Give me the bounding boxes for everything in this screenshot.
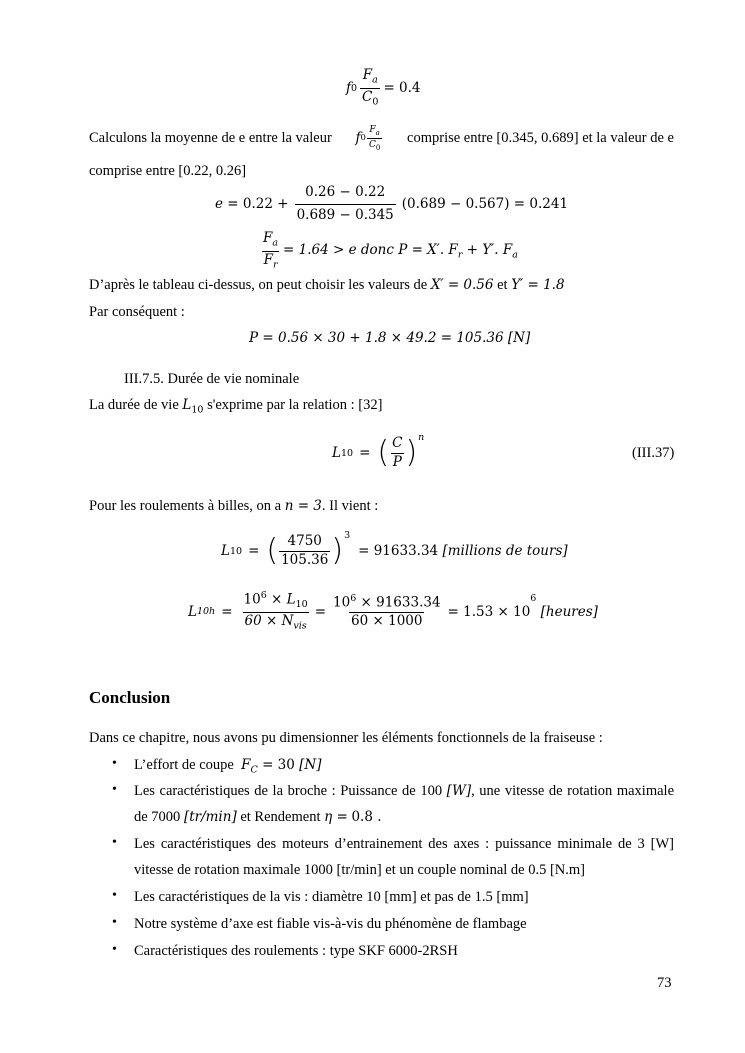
page-number: 73	[657, 975, 672, 991]
bullet-dot: •	[112, 915, 117, 930]
paragraph-moyenne-line2: comprise entre [0.22, 0.26]	[89, 163, 247, 179]
paragraph-consequent: Par conséquent :	[89, 304, 185, 320]
bullet-dot: •	[112, 888, 117, 903]
bullet-broche-line2: de 7000 [tr/min] et Rendement η = 0.8 .	[134, 809, 382, 825]
bullet-moteurs-line1: Les caractéristiques des moteurs d’entrainement des axes : puissance minimale de 3 [W]	[134, 836, 674, 852]
bullet-dot: •	[112, 782, 117, 797]
fraction-fa-c0: $\frac{F_a}{C_0}$	[362, 67, 379, 108]
paragraph-moyenne: Calculons la moyenne de e entre la valeur f 0 $\frac{F_a}{C_0}$ comprise entre [0.345, 0.689] et la valeur de e	[89, 125, 674, 152]
bullet-dot: •	[112, 835, 117, 850]
equation-l10: L 10 = ( $\frac{C}{P}$ ) $^n$	[332, 432, 425, 471]
conclusion-intro: Dans ce chapitre, nous avons pu dimensionner les éléments fonctionnels de la fraiseuse :	[89, 730, 603, 746]
bullet-effort: L’effort de coupe $F_C = 30$ [N]	[134, 757, 322, 776]
bullet-dot: •	[112, 942, 117, 957]
equation-ratio: $\frac{F_a}{F_r}$ = 1.64 > e donc P = X′. $F_r + Y'$. $F_a$	[263, 230, 518, 271]
paragraph-roulements: Pour les roulements à billes, on a n = 3. Il vient :	[89, 498, 379, 514]
equation-number: (III.37)	[632, 445, 675, 461]
bullet-vis: Les caractéristiques de la vis : diamètre 10 [mm] et pas de 1.5 [mm]	[134, 889, 529, 905]
bullet-broche-line1: Les caractéristiques de la broche : Puissance de 100 [W], une vitesse de rotation maximale	[134, 783, 675, 799]
equation-p: P = 0.56 × 30 + 1.8 × 49.2 = 105.36 [N]	[249, 330, 531, 346]
paragraph-duree: La durée de vie $L_{10}$ s'exprime par la relation : [32]	[89, 397, 383, 416]
bullet-moteurs-line2: vitesse de rotation maximale 1000 [tr/min] et un couple nominal de 0.5 [N.m]	[134, 862, 586, 878]
section-heading: III.7.5. Durée de vie nominale	[124, 371, 300, 387]
fraction-e: $\frac{0.26 - 0.22}{0.689 - 0.345}$	[296, 184, 394, 223]
conclusion-heading: Conclusion	[89, 688, 171, 707]
bullet-flambage: Notre système d’axe est fiable vis-à-vis du phénomène de flambage	[134, 916, 527, 932]
equation-l10-value: L 10 = ( $\frac{4750}{105.36}$ ) $^3$ = 91633.34 [millions de tours]	[221, 530, 568, 569]
inline-ratio: f 0 $\frac{F_a}{C_0}$	[355, 125, 381, 152]
equation-e: e = 0.22 + $\frac{0.26 - 0.22}{0.689 - 0.345}$ (0.689 − 0.567) = 0.241	[215, 184, 569, 223]
fraction-fa-fr: $\frac{F_a}{F_r}$	[263, 230, 279, 271]
paragraph-valeurs: D’après le tableau ci-dessus, on peut choisir les valeurs de X′ = 0.56 et Y′ = 1.8	[89, 277, 565, 293]
bullet-roulements: Caractéristiques des roulements : type SKF 6000-2RSH	[134, 943, 458, 959]
equation-f0: f 0 $\frac{F_a}{C_0}$ = 0.4	[346, 67, 421, 108]
equation-l10h: L 10h = $\frac{10^6 \times L_{10}}{60 \times N_{vis}}$ = $\frac{10^6 \times 91633.34}{60 \times 1000}$ = 1.53 × 10 $^6$ [heures]	[188, 590, 598, 632]
bullet-dot: •	[112, 756, 117, 771]
